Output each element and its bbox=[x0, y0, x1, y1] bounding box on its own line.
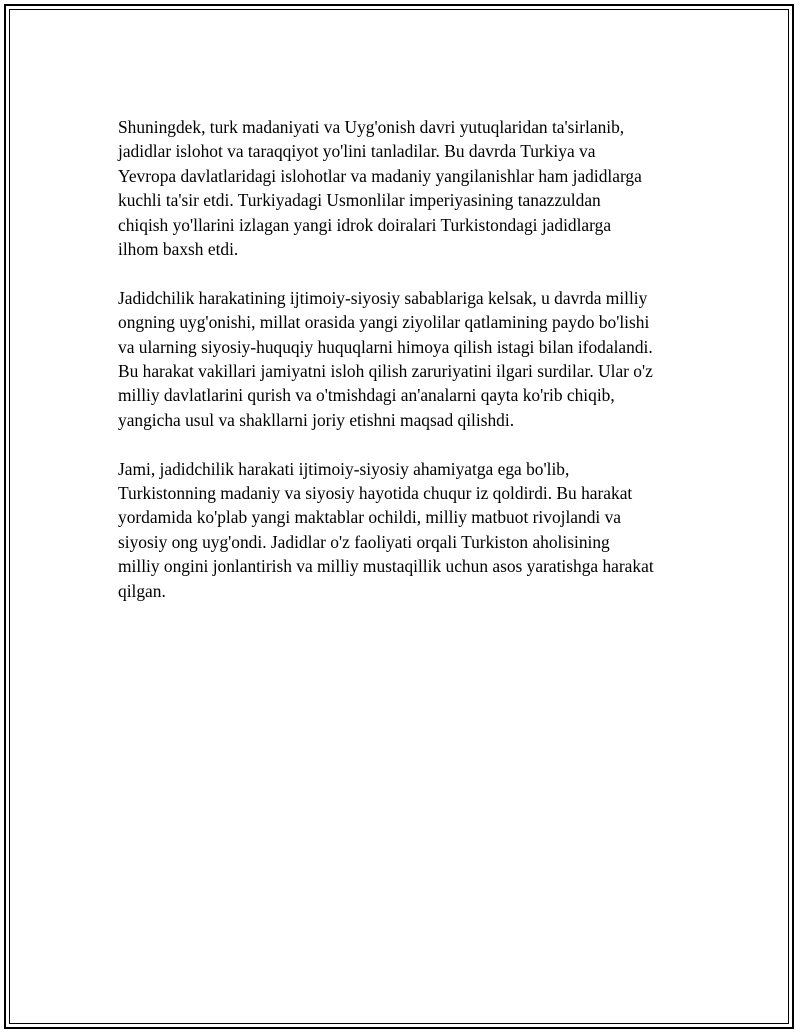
text-line: qilgan. bbox=[118, 580, 166, 601]
text-line: Turkistonning madaniy va siyosiy hayotida chuqur iz qoldirdi. Bu harakat bbox=[118, 483, 633, 504]
text-line: Jami, jadidchilik harakati ijtimoiy-siyosiy ahamiyatga ega bo'lib, bbox=[118, 458, 570, 479]
paragraph-1 bbox=[118, 115, 698, 261]
text-line: ilhom baxsh etdi. bbox=[118, 239, 239, 260]
text-line: Bu harakat vakillari jamiyatni isloh qilish zaruriyatini ilgari surdilar. Ular o'z bbox=[118, 361, 653, 382]
text-line: va ularning siyosiy-huquqiy huquqlarni himoya qilish istagi bilan ifodalandi. bbox=[118, 336, 653, 357]
text-line: yordamida ko'plab yangi maktablar ochildi, milliy matbuot rivojlandi va bbox=[118, 507, 622, 528]
paragraph-3 bbox=[118, 457, 698, 603]
text-line: Shuningdek, turk madaniyati va Uyg'onish davri yutuqlaridan ta'sirlanib, bbox=[118, 117, 625, 137]
text-line: jadidlar islohot va taraqqiyot yo'lini tanladilar. Bu davrda Turkiya va bbox=[118, 141, 596, 162]
text-line: milliy davlatlarini qurish va o'tmishdagi an'analarni qayta ko'rib chiqib, bbox=[118, 385, 615, 406]
text-line: kuchli ta'sir etdi. Turkiyadagi Usmonlilar imperiyasining tanazzuldan bbox=[118, 190, 601, 211]
text-line: Yevropa davlatlaridagi islohotlar va madaniy yangilanishlar ham jadidlarga bbox=[118, 165, 642, 186]
text-line: yangicha usul va shakllarni joriy etishni maqsad qilishdi. bbox=[118, 409, 515, 430]
text-line: Jadidchilik harakatining ijtimoiy-siyosiy sabablariga kelsak, u davrda milliy bbox=[118, 287, 648, 308]
document-body bbox=[118, 115, 698, 627]
text-line: siyosiy ong uyg'ondi. Jadidlar o'z faoliyati orqali Turkiston aholisining bbox=[118, 531, 610, 552]
text-line: chiqish yo'llarini izlagan yangi idrok doiralari Turkistondagi jadidlarga bbox=[118, 214, 612, 235]
paragraph-2 bbox=[118, 286, 698, 432]
text-line: ongning uyg'onishi, millat orasida yangi ziyolilar qatlamining paydo bo'lishi bbox=[118, 312, 650, 333]
text-line: milliy ongini jonlantirish va milliy mustaqillik uchun asos yaratishga harakat bbox=[118, 556, 654, 577]
